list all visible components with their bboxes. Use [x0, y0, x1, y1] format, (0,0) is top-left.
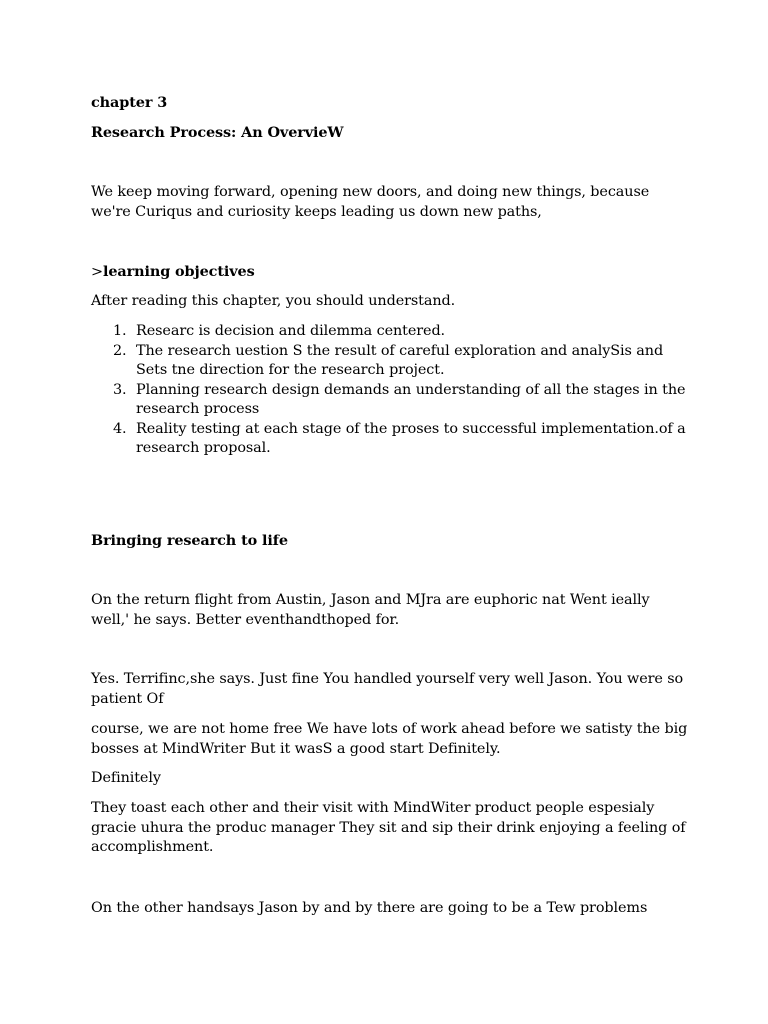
paragraph: They toast each other and their visit with MindWiter product people espesialy gracie uhura the produc manager They sit and sip their drink enjoying a feeling of accomplishment.	[91, 800, 686, 855]
objective-item	[91, 381, 691, 420]
objective-number: 3.	[113, 381, 127, 398]
chapter-title: Research Process: An OvervieW	[91, 124, 344, 141]
objective-text: Reality testing at each stage of the proses to successful implementation.of a research proposal.	[136, 420, 686, 456]
epigraph: We keep moving forward, opening new doors, and doing new things, because we're Curiqus and curiosity keeps leading us down new paths,	[91, 184, 650, 220]
objectives-prefix: >	[91, 264, 103, 280]
paragraph: course, we are not home free We have lots of work ahead before we satisty the big bosses at MindWriter But it wasS a good start Definitely.	[91, 721, 688, 757]
section-heading: Bringing research to life	[91, 532, 288, 549]
objective-text: The research uestion S the result of careful exploration and analySis and Sets tne direction for the research project.	[136, 342, 664, 378]
objective-number: 1.	[113, 323, 127, 339]
objective-text: Planning research design demands an understanding of all the stages in the research process	[136, 381, 686, 417]
objectives-list	[91, 322, 691, 459]
objectives-heading: learning objectives	[102, 263, 255, 280]
objective-number: 4.	[113, 420, 127, 437]
objective-item	[91, 342, 691, 381]
paragraph: Yes. Terrifinc,she says. Just fine You handled yourself very well Jason. You were so patient Of	[91, 671, 684, 707]
paragraph: Definitely	[91, 770, 161, 786]
paragraph: On the other handsays Jason by and by there are going to be a Tew problems	[91, 900, 648, 916]
objective-number: 2.	[113, 342, 127, 359]
objective-item	[91, 420, 691, 459]
objectives-heading-line	[91, 262, 691, 283]
objective-item	[91, 322, 691, 342]
paragraph: On the return flight from Austin, Jason and MJra are euphoric nat Went ieally well,' he says. Better eventhandthoped for.	[91, 592, 650, 628]
objectives-intro: After reading this chapter, you should understand.	[91, 293, 456, 309]
objective-text: Researc is decision and dilemma centered.	[136, 323, 446, 339]
chapter-label: chapter 3	[91, 94, 168, 111]
